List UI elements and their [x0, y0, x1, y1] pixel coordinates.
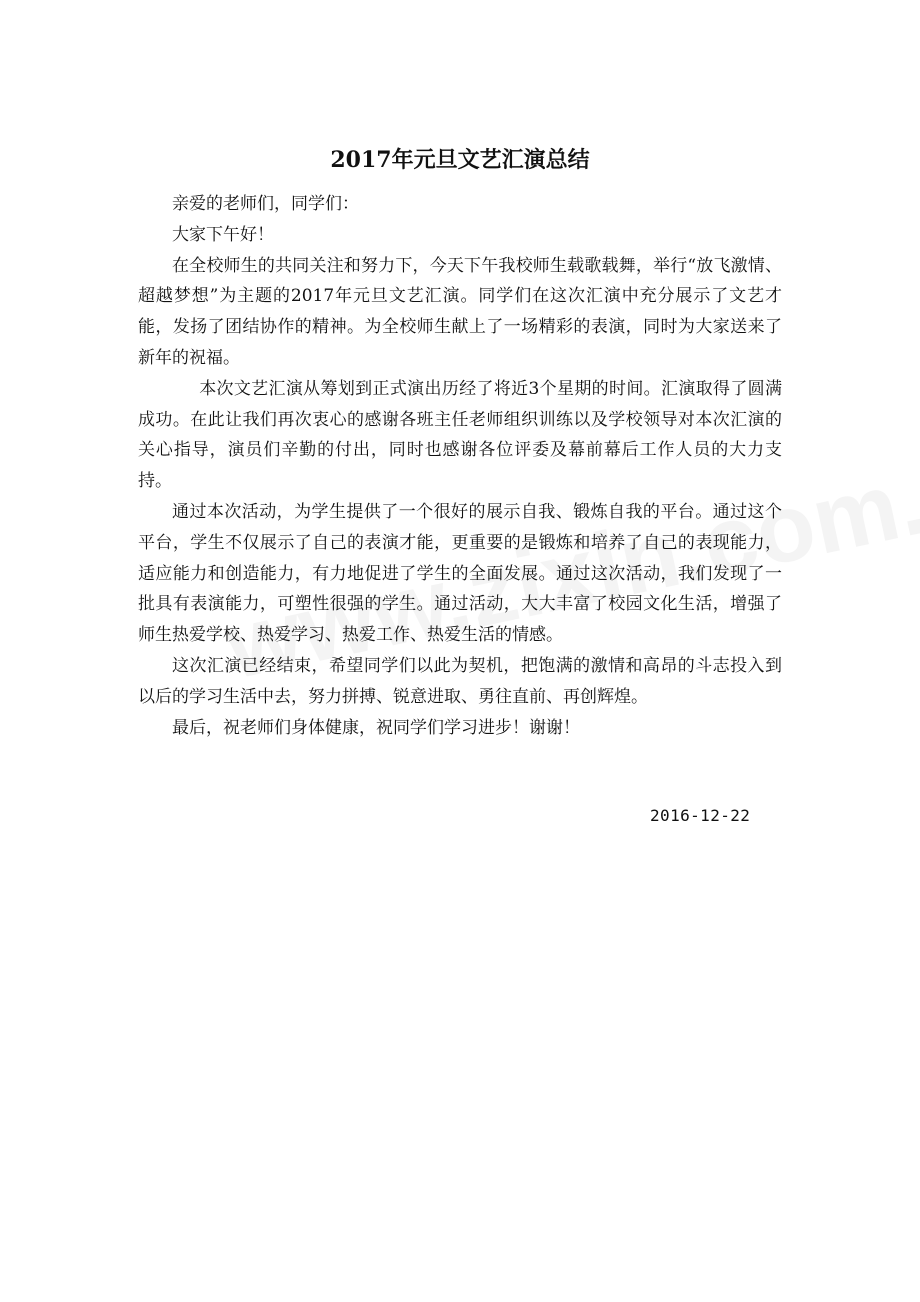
- body-paragraph: 通过本次活动，为学生提供了一个很好的展示自我、锻炼自我的平台。通过这个平台，学生不仅展示了自己的表演才能，更重要的是锻炼和培养了自己的表现能力，适应能力和创造能力，有力地促进了学生的全面发展。通过这次活动，我们发现了一批具有表演能力，可塑性很强的学生。通过活动，大大丰富了校园文化生活，增强了师生热爱学校、热爱学习、热爱工作、热爱生活的情感。: [138, 501, 782, 646]
- salutation-paragraph: 大家下午好！: [172, 224, 274, 245]
- document-date: 2016-12-22: [650, 806, 751, 825]
- body-paragraph: 本次文艺汇演从筹划到正式演出历经了将近3个星期的时间。汇演取得了圆满成功。在此让我们再次衷心的感谢各班主任老师组织训练以及学校领导对本次汇演的关心指导，演员们辛勤的付出，同时也感谢各位评委及幕前幕后工作人员的大力支持。: [138, 378, 782, 492]
- closing-paragraph: 最后，祝老师们身体健康，祝同学们学习进步！谢谢！: [172, 717, 580, 738]
- document-title: 2017年元旦文艺汇演总结: [330, 147, 590, 173]
- body-paragraph: 在全校师生的共同关注和努力下，今天下午我校师生载歌载舞，举行“放飞激情、超越梦想”为主题的2017年元旦文艺汇演。同学们在这次汇演中充分展示了文艺才能，发扬了团结协作的精神。为全校师生献上了一场精彩的表演，同时为大家送来了新年的祝福。: [138, 255, 782, 368]
- body-paragraph: 这次汇演已经结束，希望同学们以此为契机，把饱满的激情和高昂的斗志投入到以后的学习生活中去，努力拼搏、锐意进取、勇往直前、再创辉煌。: [138, 655, 782, 707]
- document-body: [138, 189, 782, 743]
- greeting-paragraph: 亲爱的老师们，同学们：: [172, 194, 359, 214]
